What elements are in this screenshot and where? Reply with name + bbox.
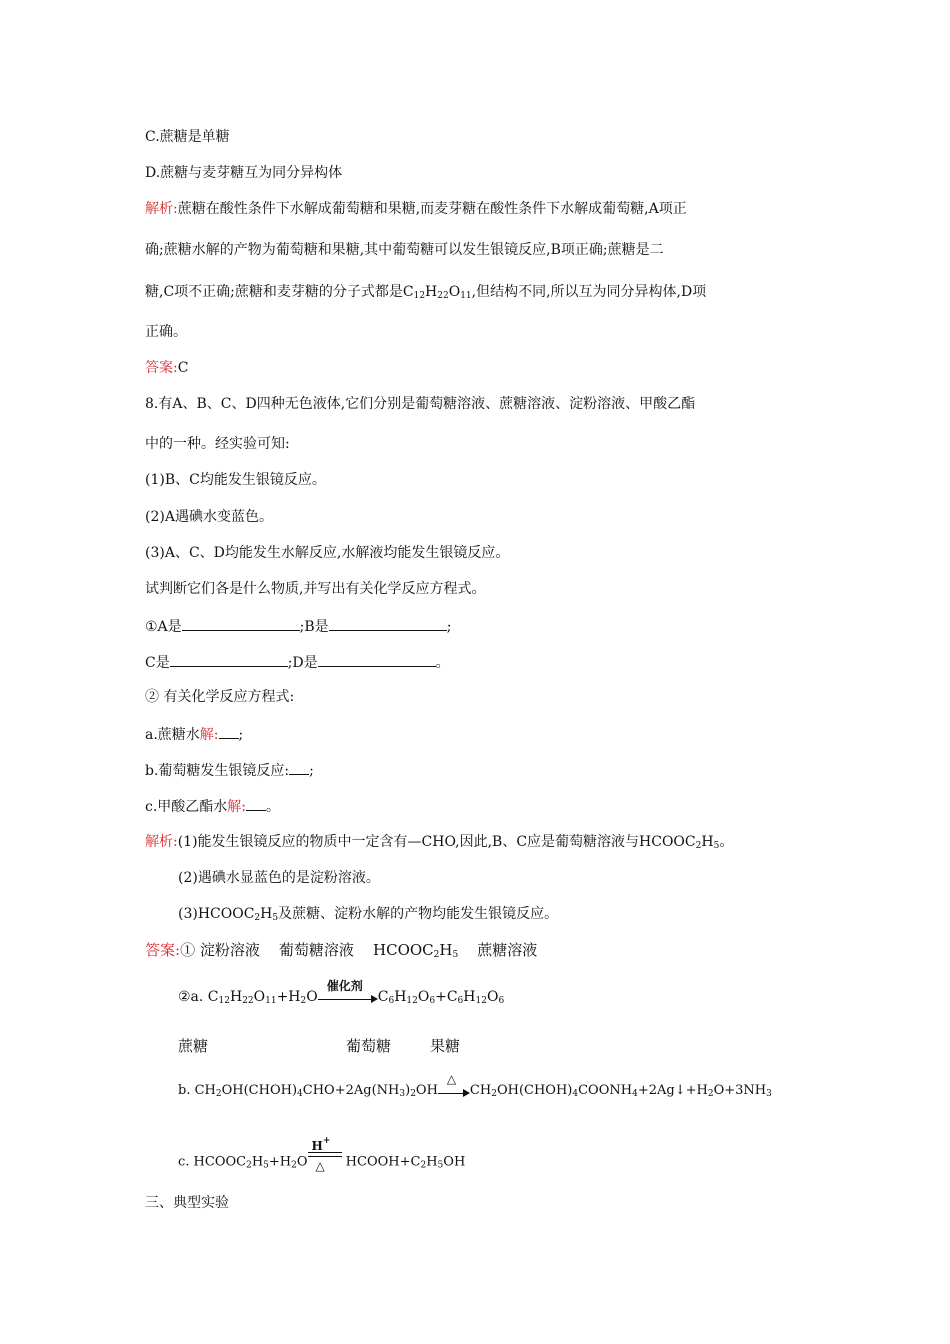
equation-b: b. $CH_2OH(CHOH)_4CHO+2Ag(NH_3)_2OH$ △ $CH_2OH(CHOH)_4COONH_4+2Ag↓+H_2O+3NH_3$ <box>178 1071 772 1099</box>
answer-label: 答案: <box>145 360 178 376</box>
option-d: D.蔗糖与麦芽糖互为同分异构体 <box>145 165 343 181</box>
analysis1-text1: 蔗糖在酸性条件下水解成葡萄糖和果糖,而麦芽糖在酸性条件下水解成葡萄糖,A项正 <box>177 201 687 217</box>
q8-line1: 8.有A、B、C、D四种无色液体,它们分别是葡萄糖溶液、蔗糖溶液、淀粉溶液、甲酸乙酯 <box>145 396 696 412</box>
catalyst-arrow: 催化剂 <box>318 990 378 1004</box>
equation-a: ②a. $C_{12}H_{22}O_{11}+H_2O$ 催化剂 $C_6H_{12}O_6+C_6H_{12}O_6$ <box>178 979 505 1006</box>
eq-a: a.蔗糖水解: ; <box>145 724 243 745</box>
blank-c[interactable] <box>170 651 288 667</box>
equation-c: c. $HCOOC_2H_5+H_2O$ H+ △ $HCOOH+C_2H_5OH$ <box>178 1136 466 1173</box>
option-c: C.蔗糖是单糖 <box>145 129 230 145</box>
section-title: 三、典型实验 <box>145 1195 229 1211</box>
fill-line-ab: ①A是 ;B是 ; <box>145 615 451 637</box>
analysis2-line3: $(3)HCOOC_2H_5$及蔗糖、淀粉水解的产物均能发生银镜反应。 <box>178 906 559 923</box>
analysis1-line2: 确;蔗糖水解的产物为葡萄糖和果糖,其中葡萄糖可以发生银镜反应,B项正确;蔗糖是二 <box>145 242 664 258</box>
q8-ask: 试判断它们各是什么物质,并写出有关化学反应方程式。 <box>145 581 486 597</box>
analysis-label: 解析: <box>145 201 178 217</box>
blank-eq-c[interactable] <box>246 796 266 811</box>
analysis1-line4: 正确。 <box>145 324 187 340</box>
blank-b[interactable] <box>329 615 447 631</box>
reversible-arrow: H+ △ <box>308 1152 342 1172</box>
name-fructose: 果糖 <box>430 1037 461 1055</box>
name-sucrose: 蔗糖 <box>178 1037 209 1055</box>
blank-d[interactable] <box>318 651 436 667</box>
analysis1-line1 <box>145 199 687 219</box>
fill-line-cd: C是 ;D是 。 <box>145 651 450 673</box>
eq-b: b.葡萄糖发生银镜反应: ; <box>145 760 314 781</box>
heat-arrow: △ <box>438 1084 470 1098</box>
analysis2-line1: 解析:(1)能发生银镜反应的物质中一定含有—CHO,因此,B、C应是葡萄糖溶液与$HCOOC_2H_5$。 <box>145 834 734 851</box>
eq-c: c.甲酸乙酯水解: 。 <box>145 796 280 817</box>
answer2-line: 答案:① 淀粉溶液 葡萄糖溶液 $HCOOC_2H_5$ 蔗糖溶液 <box>145 941 538 960</box>
q8-cond1: (1)B、C均能发生银镜反应。 <box>145 472 326 488</box>
q8-line2: 中的一种。经实验可知: <box>145 436 290 452</box>
name-glucose: 葡萄糖 <box>346 1037 392 1055</box>
q8-cond2: (2)A遇碘水变蓝色。 <box>145 509 273 525</box>
blank-a[interactable] <box>182 615 300 631</box>
analysis1-line3: 糖,C项不正确;蔗糖和麦芽糖的分子式都是$C_{12}H_{22}O_{11}$,但结构不同,所以互为同分异构体,D项 <box>145 284 707 301</box>
eq-head: ② 有关化学反应方程式: <box>145 689 295 705</box>
q8-cond3: (3)A、C、D均能发生水解反应,水解液均能发生银镜反应。 <box>145 545 510 561</box>
blank-eq-a[interactable] <box>219 724 239 739</box>
analysis2-line2: (2)遇碘水显蓝色的是淀粉溶液。 <box>178 870 380 886</box>
answer1: 答案:C <box>145 360 189 376</box>
blank-eq-b[interactable] <box>289 760 309 775</box>
